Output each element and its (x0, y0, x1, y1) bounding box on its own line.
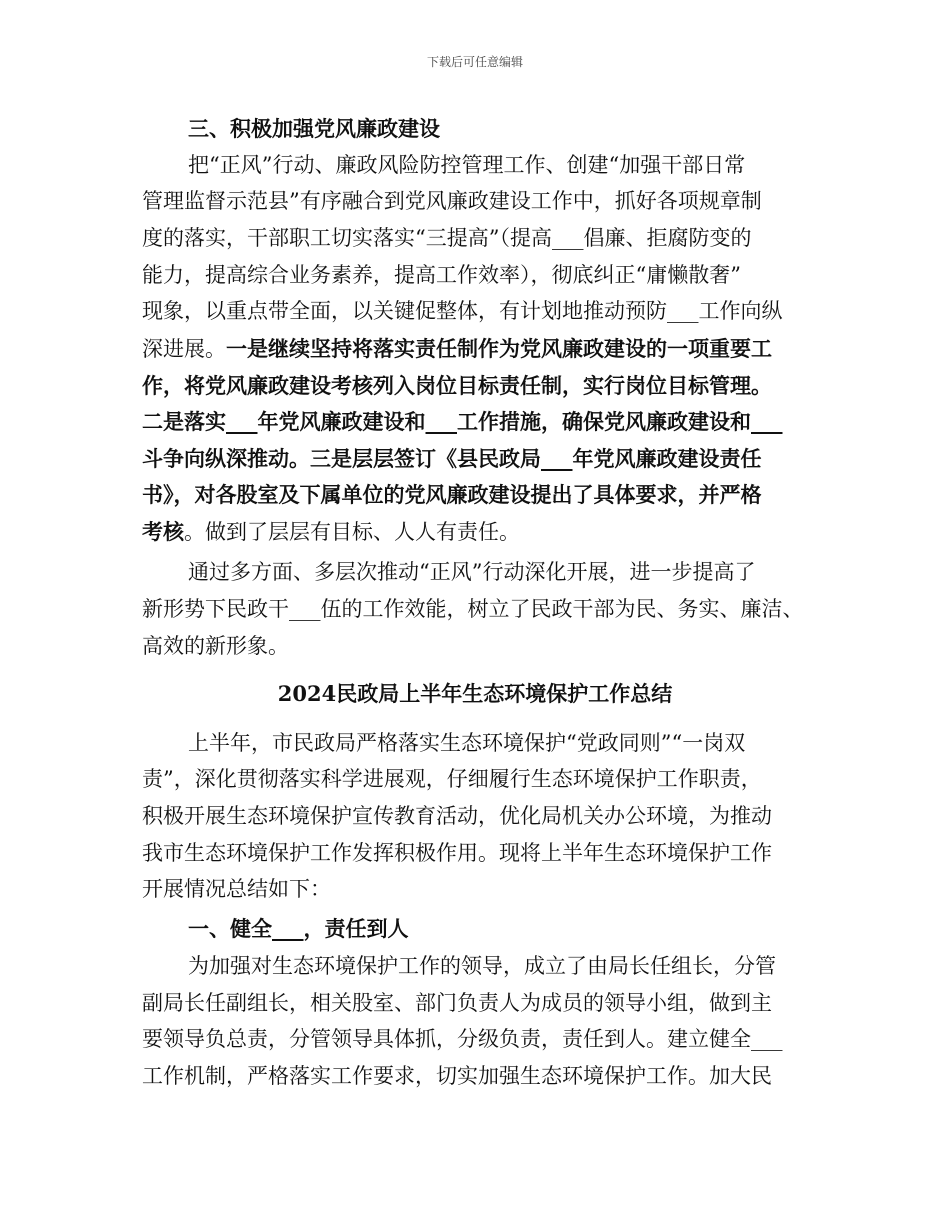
emphasis-text: 一是继续坚持将落实责任制作为党风廉政建设的一项重要工 (226, 336, 772, 361)
section-heading: 一、健全___，责任到人 (188, 916, 409, 941)
paragraph-line: 上半年，市民政局严格落实生态环境保护“党政同则”“一岗双 (188, 731, 746, 755)
paragraph-line: 新形势下民政干___伍的工作效能，树立了民政干部为民、务实、廉洁、 (142, 597, 804, 621)
paragraph-line: 通过多方面、多层次推动“正风”行动深化开展，进一步提高了 (188, 560, 756, 584)
paragraph-text: 深进展。 (142, 337, 226, 361)
emphasis-line: 书》，对各股室及下属单位的党风廉政建设提出了具体要求，并严格 (142, 482, 762, 507)
section-heading: 三、积极加强党风廉政建设 (188, 116, 440, 141)
paragraph-line: 开展情况总结如下： (142, 877, 331, 901)
paragraph-line: 要领导负总责，分管领导具体抓，分级负责，责任到人。建立健全___ (142, 1027, 783, 1051)
paragraph-line: 我市生态环境保护工作发挥积极作用。现将上半年生态环境保护工作 (142, 841, 772, 865)
document-title: 2024民政局上半年生态环境保护工作总结 (277, 681, 673, 706)
paragraph-line: 能力，提高综合业务素养，提高工作效率），彻底纠正“庸懒散奢” (142, 263, 741, 287)
paragraph-line (142, 338, 772, 360)
paragraph-text: 。做到了层层有目标、人人有责任。 (184, 520, 520, 544)
emphasis-text: 考核 (142, 519, 184, 544)
paragraph-line: 高效的新形象。 (142, 634, 289, 658)
paragraph-line: 度的落实，干部职工切实落实“三提高”（提高___倡廉、拒腐防变的 (142, 226, 752, 250)
paragraph-line: 积极开展生态环境保护宣传教育活动，优化局机关办公环境，为推动 (142, 804, 772, 828)
emphasis-line: 二是落实___年党风廉政建设和___工作措施，确保党风廉政建设和___ (142, 409, 783, 434)
page-header-note: 下载后可任意编辑 (426, 55, 523, 69)
emphasis-line: 作，将党风廉政建设考核列入岗位目标责任制，实行岗位目标管理。 (142, 373, 772, 398)
paragraph-line: 责”，深化贯彻落实科学进展观，仔细履行生态环境保护工作职责， (142, 767, 762, 791)
paragraph-line: 现象，以重点带全面，以关键促整体，有计划地推动预防___工作向纵 (142, 299, 783, 323)
paragraph-line (142, 521, 520, 543)
paragraph-line: 副局长任副组长，相关股室、部门负责人为成员的领导小组，做到主 (142, 991, 772, 1015)
paragraph-line: 工作机制，严格落实工作要求，切实加强生态环境保护工作。加大民 (142, 1064, 772, 1088)
paragraph-line: 为加强对生态环境保护工作的领导，成立了由局长任组长，分管 (188, 954, 776, 978)
paragraph-line: 把“正风”行动、廉政风险防控管理工作、创建“加强干部日常 (188, 153, 746, 177)
paragraph-line: 管理监督示范县”有序融合到党风廉政建设工作中，抓好各项规章制 (142, 189, 762, 213)
emphasis-line: 斗争向纵深推动。三是层层签订《县民政局___年党风廉政建设责任 (142, 446, 762, 471)
